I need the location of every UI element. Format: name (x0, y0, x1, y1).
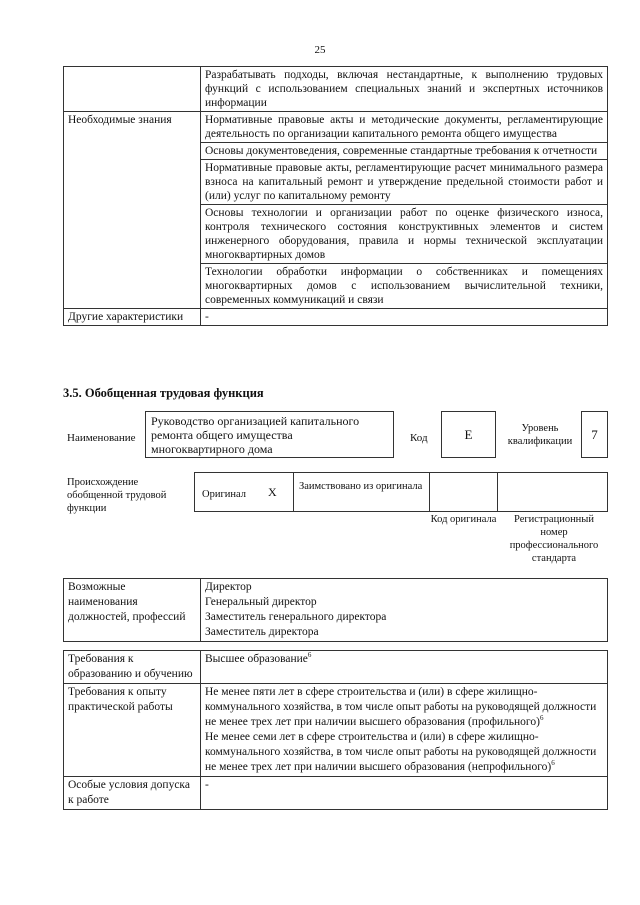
reg-number-caption: Регистрационный номер профессионального стандарта (509, 514, 599, 564)
knowledge-item: Нормативные правовые акты, регламентирующие расчет минимального размера взноса на капитальный ремонт и утверждение предельной стоимости работ и (или) услуг по капитальному ремонту (201, 160, 608, 205)
table-row (64, 777, 608, 810)
code-original-caption: Код оригинала (430, 514, 497, 525)
original-mark: X (268, 485, 277, 499)
level-label: Уровень квалификации (507, 423, 573, 447)
table-row (64, 684, 608, 777)
code-label: Код (410, 432, 428, 444)
knowledge-item: Основы технологии и организации работ по оценке физического износа, контроля технического состояния конструктивных элементов и систем инженерного оборудования, правила и нормы технической эксплуатации многоквартирных домов (201, 205, 608, 264)
experience-text: Не менее семи лет в сфере строительства и (или) в сфере жилищно-коммунального хозяйства, в том числе опыт работы на руководящей должности не менее трех лет при наличии высшего образования (непрофильного) (205, 731, 597, 773)
knowledge-table (63, 66, 608, 326)
list-item: Директор (205, 581, 252, 593)
footnote-ref: 6 (539, 714, 544, 723)
knowledge-item: Технологии обработки информации о собственниках и помещениях многоквартирных домов с использованием вычислительной техники, современных коммуникаций и связи (201, 264, 608, 309)
original-label: Оригинал (202, 489, 246, 500)
level-box: 7 (581, 411, 608, 458)
origin-row (194, 472, 608, 512)
original-cell (195, 473, 294, 511)
footnote-ref: 6 (307, 651, 312, 660)
reg-number-cell (498, 473, 607, 511)
footnote-ref: 6 (551, 759, 555, 768)
education-value: Высшее образование (205, 653, 308, 665)
knowledge-item: Основы документоведения, современные стандартные требования к отчетности (201, 143, 608, 160)
table-row (64, 579, 608, 642)
origin-label: Происхождение обобщенной трудовой функции (67, 477, 167, 514)
empty-label-cell (64, 67, 201, 112)
page-number: 25 (314, 44, 326, 56)
experience-paragraph (205, 730, 603, 775)
experience-paragraph (205, 685, 603, 730)
list-item: Заместитель директора (205, 626, 319, 638)
table-row (64, 112, 608, 143)
section-title: 3.5. Обобщенная трудовая функция (63, 386, 264, 400)
positions-list (201, 579, 608, 642)
skill-cell: Разрабатывать подходы, включая нестандартные, к выполнению трудовых функций с использованием специальных знаний и экспертных источников информации (201, 67, 608, 112)
table-row (64, 309, 608, 326)
table-row (64, 67, 608, 112)
experience-cell (201, 684, 608, 777)
function-name-box: Руководство организацией капитального ремонта общего имущества многоквартирного дома (145, 411, 394, 458)
positions-table (63, 578, 608, 642)
other-characteristics-label: Другие характеристики (64, 309, 201, 326)
positions-label: Возможные наименования должностей, профессий (64, 579, 201, 642)
name-label: Наименование (67, 432, 136, 444)
list-item: Генеральный директор (205, 596, 317, 608)
education-cell (201, 651, 608, 684)
special-conditions-label: Особые условия допуска к работе (64, 777, 201, 810)
list-item: Заместитель генерального директора (205, 611, 387, 623)
experience-text: Не менее пяти лет в сфере строительства и (или) в сфере жилищно-коммунального хозяйства, в том числе опыт работы на руководящей должности не менее трех лет при наличии высшего образования (профильного) (205, 686, 597, 728)
borrowed-label: Заимствовано из оригинала (299, 481, 423, 492)
other-characteristics-value: - (201, 309, 608, 326)
necessary-knowledge-label: Необходимые знания (64, 112, 201, 309)
table-row (64, 651, 608, 684)
requirements-table (63, 650, 608, 810)
code-original-cell (430, 473, 498, 511)
knowledge-item: Нормативные правовые акты и методические документы, регламентирующие деятельность по организации капитального ремонта общего имущества (201, 112, 608, 143)
borrowed-cell (294, 473, 430, 511)
special-conditions-value: - (201, 777, 608, 810)
education-label: Требования к образованию и обучению (64, 651, 201, 684)
code-box: E (441, 411, 496, 458)
experience-label: Требования к опыту практической работы (64, 684, 201, 777)
